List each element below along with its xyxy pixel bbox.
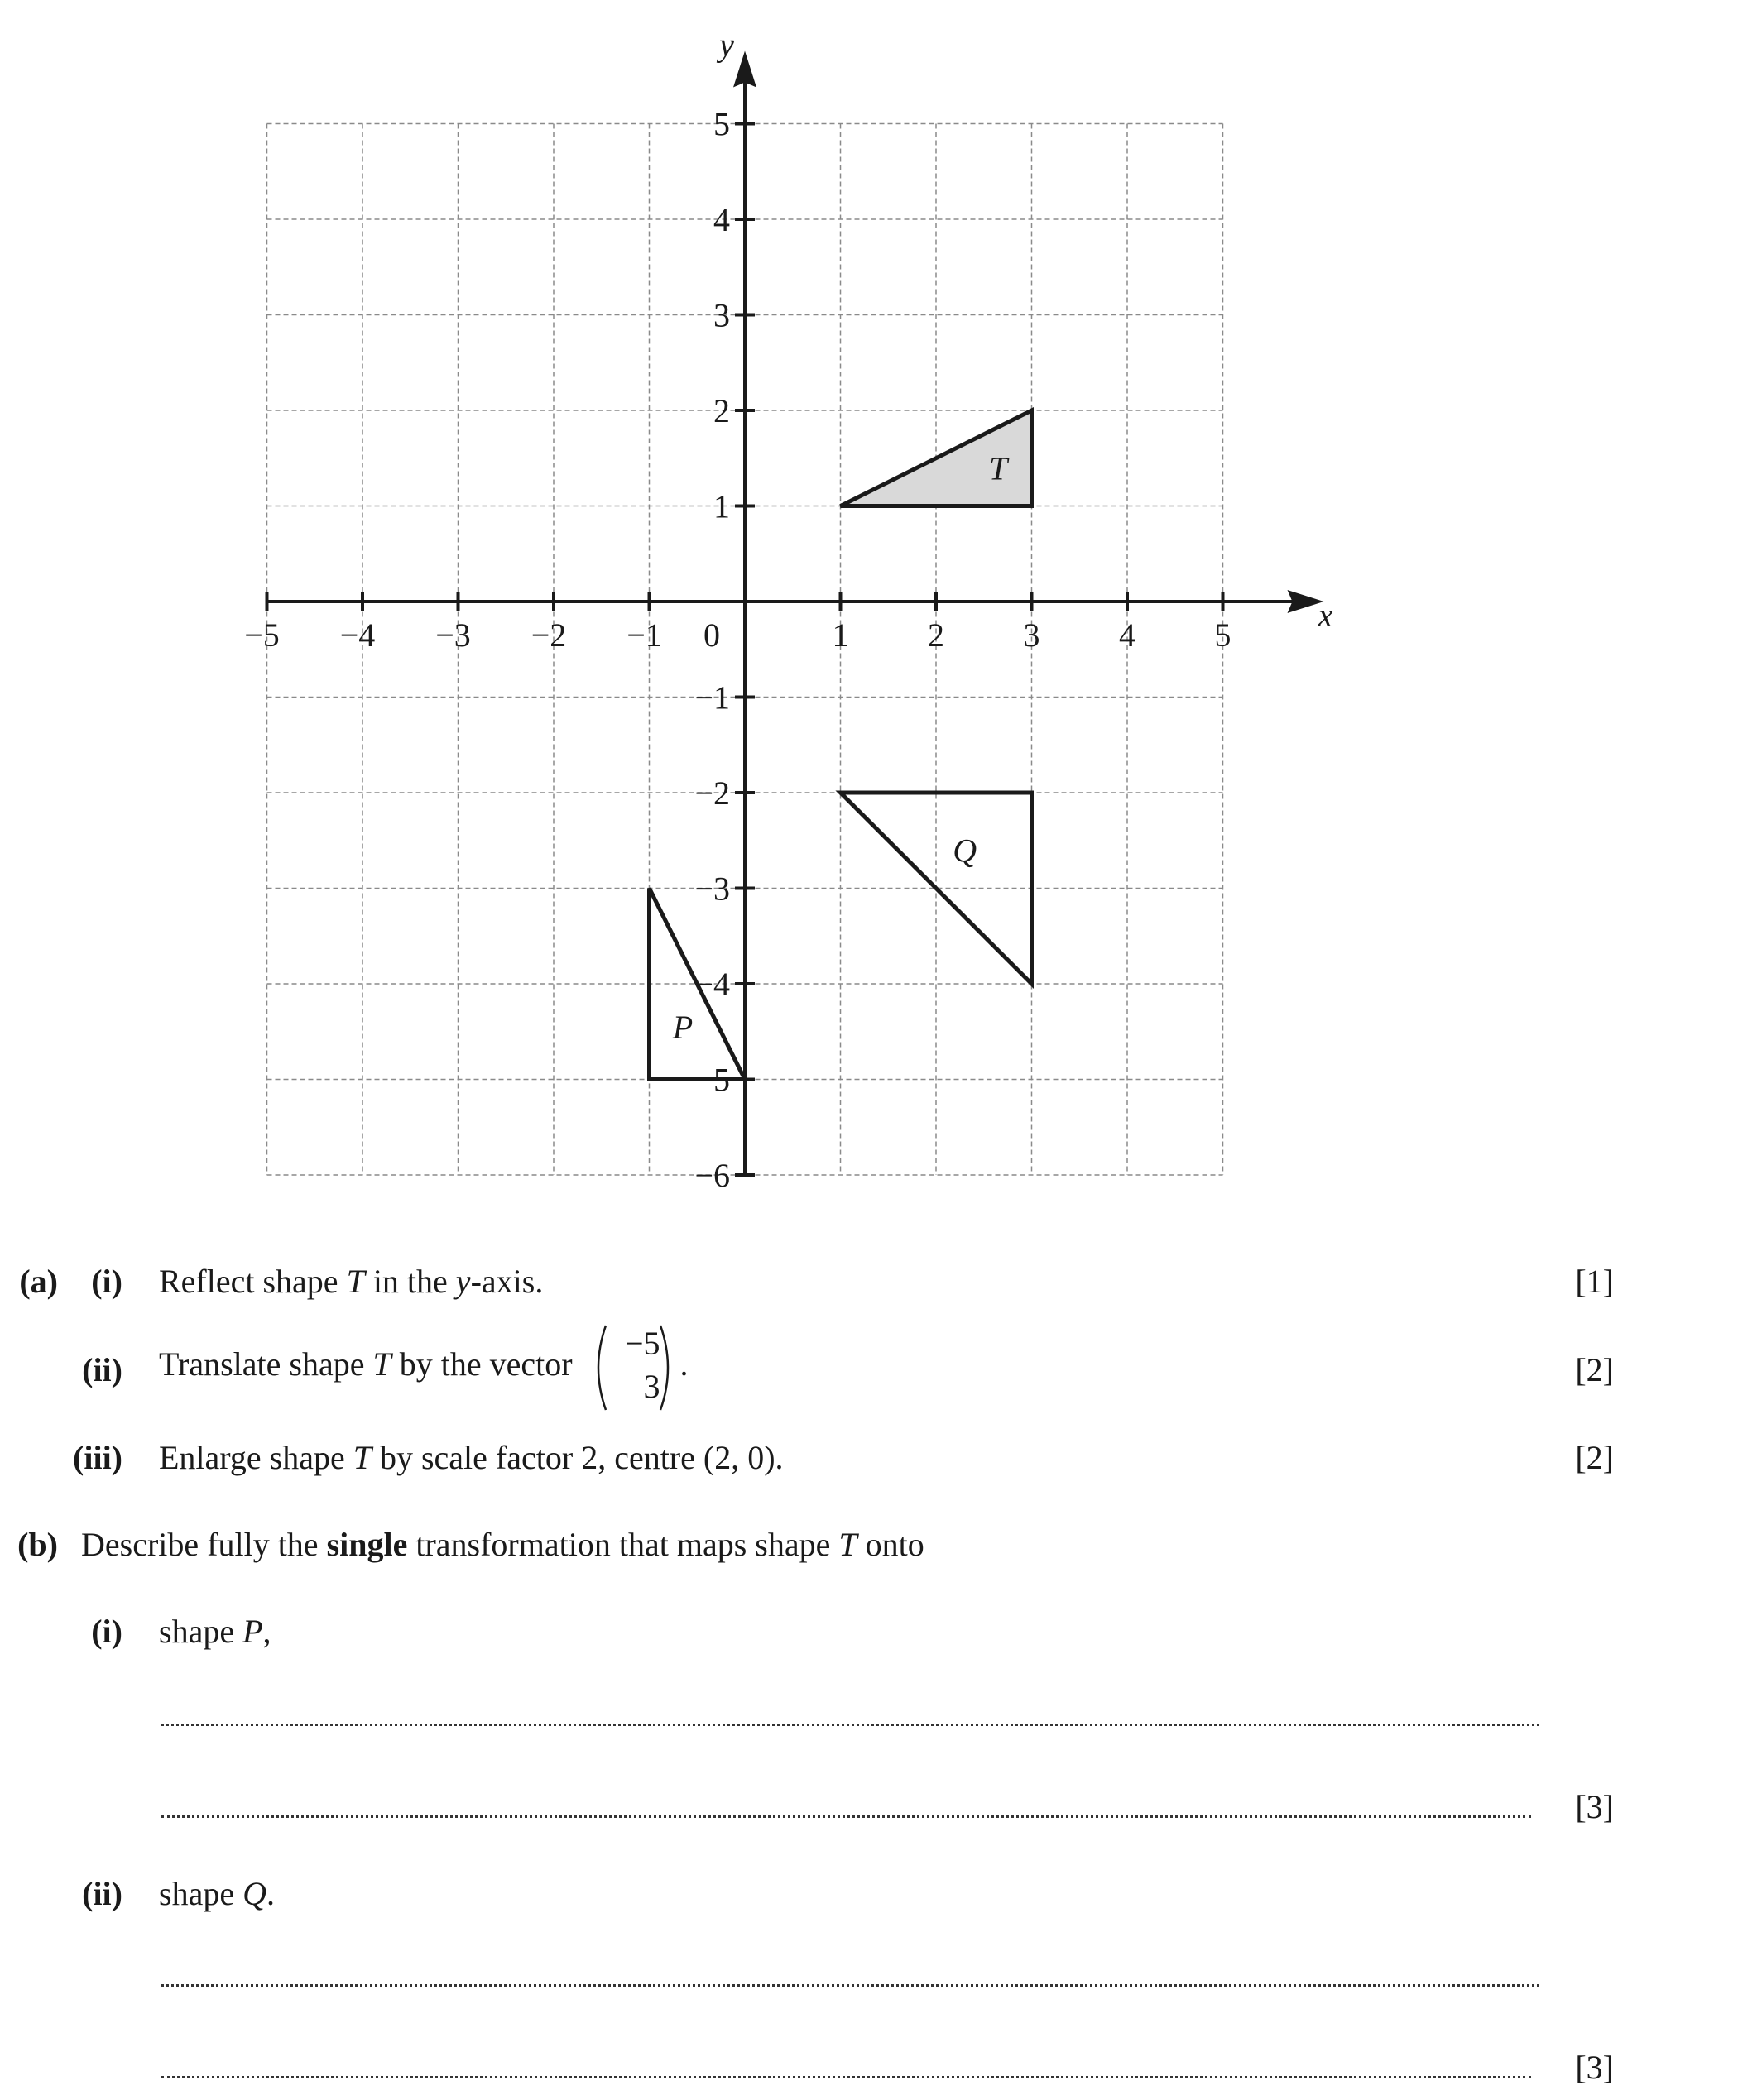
part-a-ii-label: (ii) [82,1351,122,1388]
part-b-text: Describe fully the single transformation that maps shape T onto [81,1526,924,1563]
answer-line-b-i-1[interactable] [161,1724,1539,1726]
x-tick-label: −2 [531,616,567,654]
shape-label-p: P [672,1008,694,1046]
part-a-i-text: Reflect shape T in the y-axis. [159,1263,544,1300]
part-b-i-text: shape P, [159,1613,271,1650]
x-tick-label: 5 [1214,616,1231,654]
y-tick-label: −5 [694,1061,730,1099]
y-tick-label: 1 [713,487,730,525]
part-a-ii-mark: [2] [1575,1351,1614,1388]
part-a-label: (a) [19,1263,58,1300]
y-tick-label: 4 [713,201,730,238]
y-tick-label: −6 [694,1157,730,1194]
x-tick-label: 3 [1023,616,1040,654]
x-axis-label: x [1318,597,1333,634]
answer-line-b-ii-2[interactable] [161,2076,1531,2078]
y-tick-label: 5 [713,105,730,143]
y-tick-label: −3 [694,870,730,908]
part-b-ii-label: (ii) [82,1875,122,1912]
part-b-label: (b) [17,1526,58,1563]
y-tick-label: −1 [694,678,730,717]
part-a-iii-mark: [2] [1575,1439,1614,1476]
y-axis-label: y [719,26,734,64]
vector-top: −5 [624,1325,660,1362]
x-tick-label: 2 [928,616,944,654]
part-a-ii-text: Translate shape T by the vector −5 3 . [159,1322,689,1413]
shape-label-q: Q [953,832,977,870]
x-tick-label: −3 [435,616,471,654]
part-a-iii-label: (iii) [73,1439,122,1476]
x-tick-label: −5 [244,616,280,654]
part-b-ii-text: shape Q. [159,1875,275,1912]
y-tick-label: −4 [694,966,730,1003]
answer-line-b-ii-1[interactable] [161,1984,1539,1987]
part-b-i-mark: [3] [1575,1788,1614,1825]
answer-line-b-i-2[interactable] [161,1815,1531,1818]
shape-label-t: T [988,449,1008,487]
part-a-iii-text: Enlarge shape T by scale factor 2, centre (2, 0). [159,1439,784,1476]
origin-label: 0 [703,616,720,654]
y-tick-label: 3 [713,296,730,334]
part-a-i-label: (i) [91,1263,122,1300]
translation-vector [588,1322,679,1413]
x-tick-label: 1 [832,616,849,654]
part-a-i-mark: [1] [1575,1263,1614,1300]
part-b-ii-mark: [3] [1575,2049,1614,2086]
y-axis-arrow-icon [733,51,756,88]
vector-bottom: 3 [643,1368,660,1405]
part-b-i-label: (i) [91,1613,122,1650]
y-tick-label: 2 [713,392,730,429]
x-tick-label: −1 [627,616,662,654]
x-tick-label: 4 [1119,616,1135,654]
y-tick-label: −2 [694,774,730,812]
x-tick-label: −4 [339,616,376,654]
